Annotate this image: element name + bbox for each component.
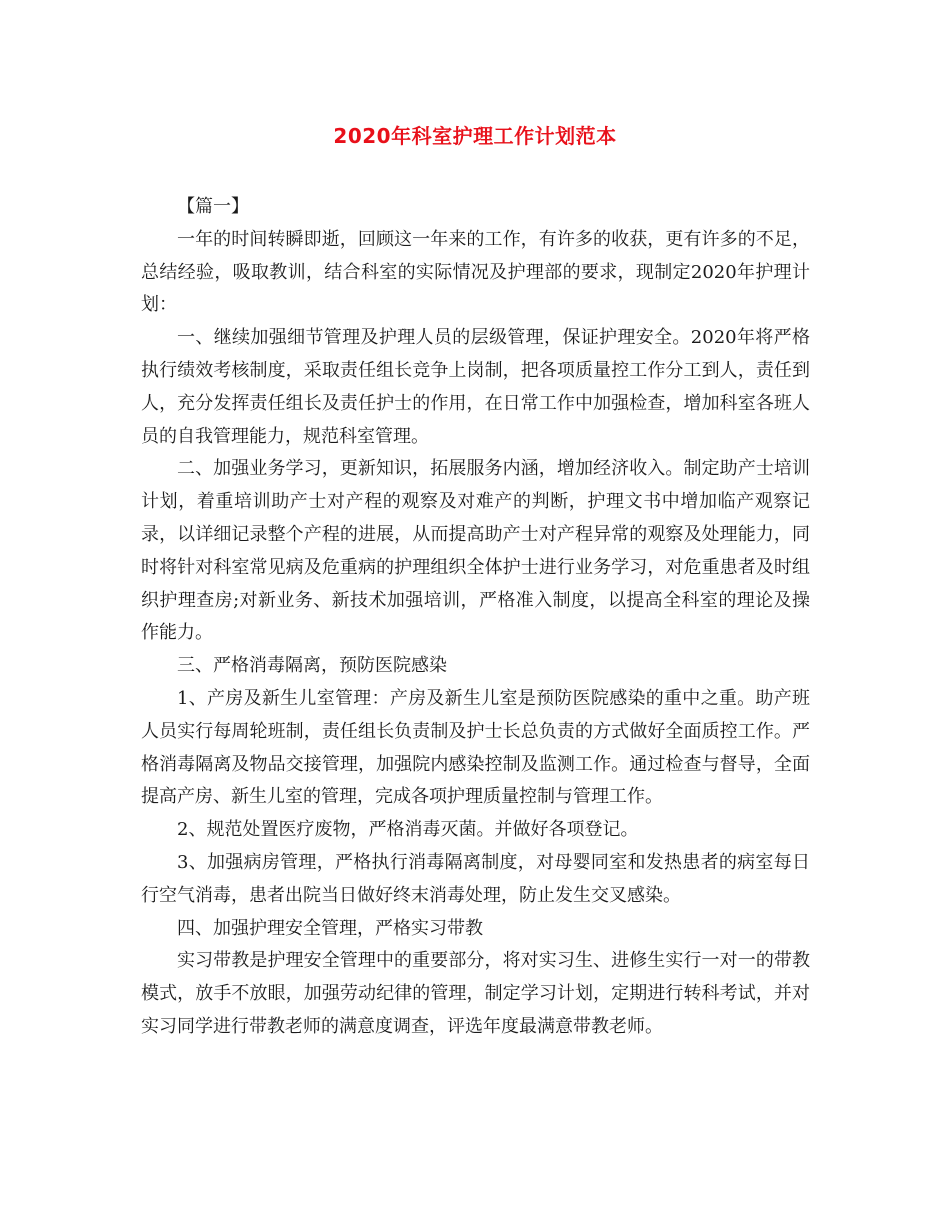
- sub-item-two: 2、规范处置医疗废物，严格消毒灭菌。并做好各项登记。: [177, 819, 639, 841]
- document-body: [141, 191, 810, 1044]
- paragraph-item-one: 一、继续加强细节管理及护理人员的层级管理，保证护理安全。2020年将严格执行绩效考核制度，采取责任组长竞争上岗制，把各项质量控工作分工到人，责任到人，充分发挥责任组长及责任护士的作用，在日常工作中加强检查，增加科室各班人员的自我管理能力，规范科室管理。: [141, 327, 810, 447]
- sub-item-one: 1、产房及新生儿室管理：产房及新生儿室是预防医院感染的重中之重。助产班人员实行每周轮班制，责任组长负责制及护士长总负责的方式做好全面质控工作。严格消毒隔离及物品交接管理，加强院内感染控制及监测工作。通过检查与督导，全面提高产房、新生儿室的管理，完成各项护理质量控制与管理工作。: [141, 687, 810, 808]
- heading-item-four: 四、加强护理安全管理，严格实习带教: [177, 917, 483, 939]
- paragraph-item-two: 二、加强业务学习，更新知识，拓展服务内涵，增加经济收入。制定助产士培训计划，着重培训助产士对产程的观察及对难产的判断，护理文书中增加临产观察记录，以详细记录整个产程的进展，从而提高助产士对产程异常的观察及处理能力，同时将针对科室常见病及危重病的护理组织全体护士进行业务学习，对危重患者及时组织护理查房;对新业务、新技术加强培训，严格准入制度，以提高全科室的理论及操作能力。: [141, 458, 810, 644]
- heading-item-three: 三、严格消毒隔离，预防医院感染: [177, 655, 447, 677]
- intro-paragraph: 一年的时间转瞬即逝，回顾这一年来的工作，有许多的收获，更有许多的不足，总结经验，吸取教训，结合科室的实际情况及护理部的要求，现制定2020年护理计划：: [141, 228, 810, 316]
- teaching-paragraph: 实习带教是护理安全管理中的重要部分，将对实习生、进修生实行一对一的带教模式，放手不放眼，加强劳动纪律的管理，制定学习计划，定期进行转科考试，并对实习同学进行带教老师的满意度调查，评选年度最满意带教老师。: [141, 950, 810, 1037]
- sub-item-three: 3、加强病房管理，严格执行消毒隔离制度，对母婴同室和发热患者的病室每日行空气消毒，患者出院当日做好终末消毒处理，防止发生交叉感染。: [141, 851, 810, 906]
- section-heading-part-one: 【篇一】: [177, 196, 249, 217]
- document-title: 2020年科室护理工作计划范本: [333, 124, 617, 148]
